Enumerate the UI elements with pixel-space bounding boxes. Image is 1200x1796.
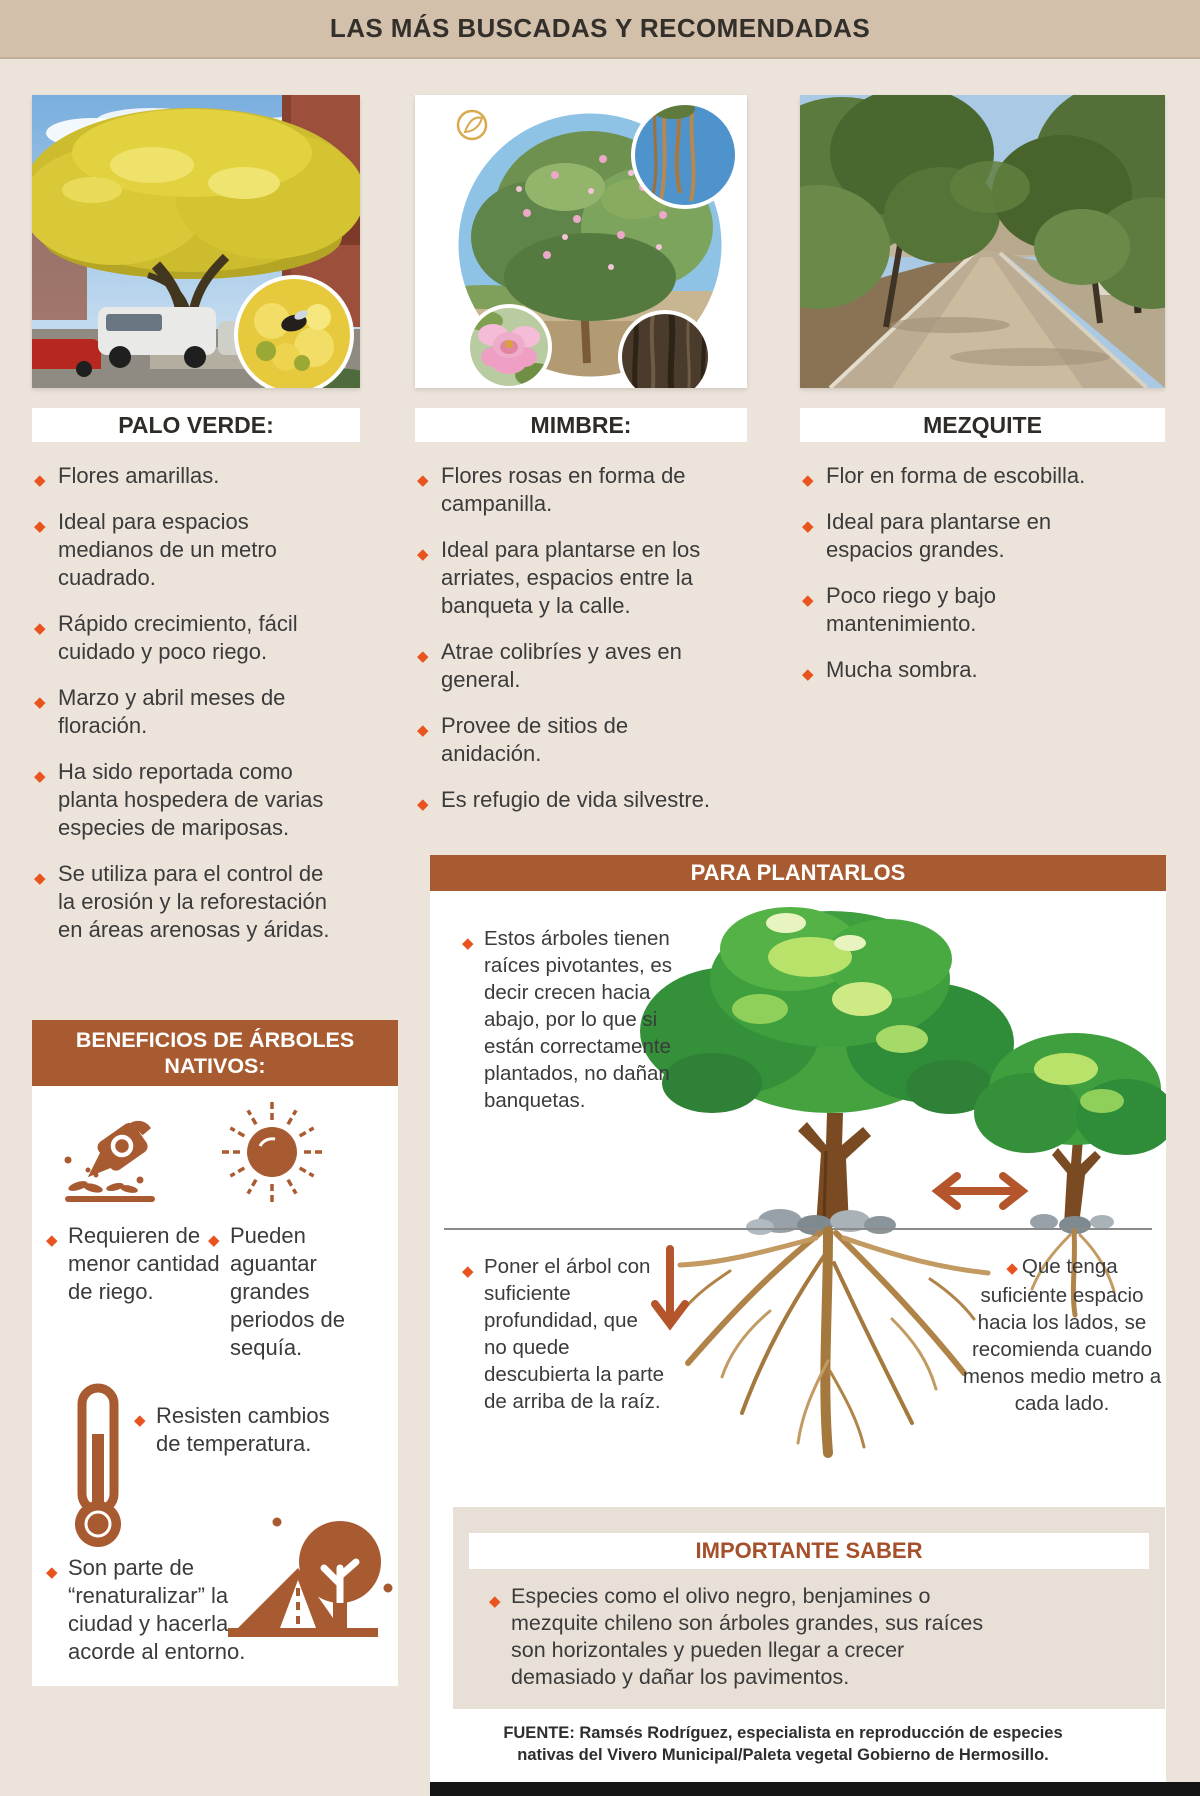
diamond-bullet-icon: ◆ [802,592,814,609]
planting-panel [430,891,1166,1782]
list-item: ◆ Mucha sombra. [802,656,1132,684]
diamond-bullet-icon: ◆ [802,666,814,683]
diamond-bullet-icon: ◆ [462,1263,474,1280]
mezquite-photo-graphic [800,95,1165,388]
diamond-bullet-icon: ◆ [46,1232,58,1249]
list-item: ◆ Se utiliza para el control de la erosión y la reforestación en áreas arenosas y áridas. [34,861,330,942]
mezquite-bullet-list [802,462,1132,702]
important-title: IMPORTANTE SABER [695,1538,923,1563]
planting-note-depth: ◆ Poner el árbol con suficiente profundidad, que no quede descubierta la parte de arriba de la raíz. [462,1255,665,1413]
diamond-bullet-icon: ◆ [417,722,429,739]
diamond-bullet-icon: ◆ [34,870,46,887]
diamond-bullet-icon: ◆ [417,648,429,665]
benefits-header [32,1020,398,1086]
title-band [0,0,1200,59]
diamond-bullet-icon: ◆ [417,796,429,813]
planting-title: PARA PLANTARLOS [690,860,906,885]
sun-icon [212,1092,332,1212]
benefits-title: BENEFICIOS DE ÁRBOLES NATIVOS: [75,1028,355,1078]
diamond-bullet-icon: ◆ [46,1564,58,1581]
diamond-bullet-icon: ◆ [802,518,814,535]
diamond-bullet-icon: ◆ [802,472,814,489]
important-header [469,1533,1149,1569]
diamond-bullet-icon: ◆ [489,1593,501,1610]
source-credit: FUENTE: Ramsés Rodríguez, especialista en reproducción de especies nativas del Vivero Municipal/Paleta vegetal Gobierno de Hermosillo. [503,1724,1063,1764]
list-item: ◆ Atrae colibríes y aves en general. [417,639,682,692]
diamond-bullet-icon: ◆ [208,1232,220,1249]
diamond-bullet-icon: ◆ [34,472,46,489]
benefit-item-temperatura: ◆ Resisten cambios de temperatura. [134,1403,330,1456]
list-item: ◆ Ha sido reportada como planta hospedera de varias especies de mariposas. [34,759,324,840]
list-item: ◆ Flores rosas en forma de campanilla. [417,463,686,516]
mimbre-photo-card [415,95,747,388]
yellow-flower-inset [236,277,352,388]
benefits-panel [32,1086,398,1686]
mimbre-photo-graphic [415,95,747,388]
list-item: ◆ Ideal para plantarse en espacios grandes. [802,509,1052,562]
diamond-bullet-icon: ◆ [417,472,429,489]
diamond-bullet-icon: ◆ [34,768,46,785]
list-item: ◆ Poco riego y bajo mantenimiento. [802,583,996,636]
mimbre-bullet-list [417,462,733,832]
mimbre-header [415,408,747,442]
benefit-item-riego: ◆ Requieren de menor cantidad de riego. [46,1223,220,1304]
list-item: ◆ Ideal para espacios medianos de un metro cuadrado. [34,509,277,590]
diamond-bullet-icon: ◆ [34,518,46,535]
page-title: LAS MÁS BUSCADAS Y RECOMENDADAS [329,13,871,43]
planting-header [430,855,1166,891]
palo-verde-header [32,408,360,442]
palo-verde-title: PALO VERDE: [118,411,274,438]
list-item: ◆ Ideal para plantarse en los arriates, espacios entre la banqueta y la calle. [417,537,701,618]
mezquite-photo [800,95,1165,388]
planting-note-roots: ◆ Estos árboles tienen raíces pivotantes, es decir crecen hacia abajo, por lo que si están correctamente plantados, no dañan banquetas. [462,927,673,1112]
important-note: ◆ Especies como el olivo negro, benjamines o mezquite chileno son árboles grandes, sus raíces son horizontales y pueden llegar a crecer demasiado y dañar los pavimentos. [489,1584,984,1689]
list-item: ◆ Marzo y abril meses de floración. [34,685,286,738]
list-item: ◆ Flor en forma de escobilla. [802,462,1132,490]
list-item: ◆ Es refugio de vida silvestre. [417,786,733,814]
bottom-bar [430,1782,1200,1796]
mimbre-title: MIMBRE: [530,411,632,438]
list-item: ◆ Rápido crecimiento, fácil cuidado y poco riego. [34,611,298,664]
palo-verde-photo [32,95,360,388]
list-item: ◆ Flores amarillas. [34,462,346,490]
benefit-item-renaturalizar: ◆ Son parte de “renaturalizar” la ciudad y hacerla acorde al entorno. [46,1555,246,1664]
palo-verde-bullet-list [34,462,346,962]
important-box [453,1507,1165,1709]
mezquite-title: MEZQUITE [923,411,1042,438]
spacing-arrow-icon [938,1176,1022,1206]
diamond-bullet-icon: ◆ [34,694,46,711]
planting-note-spacing: ◆ Que tenga suficiente espacio hacia los lados, se recomienda cuando menos medio metro a cada lado. [962,1255,1162,1415]
diamond-bullet-icon: ◆ [1006,1260,1018,1277]
diamond-bullet-icon: ◆ [462,935,474,952]
palo-verde-photo-graphic [32,95,360,388]
diamond-bullet-icon: ◆ [34,620,46,637]
list-item: ◆ Provee de sitios de anidación. [417,713,629,766]
thermometer-icon [68,1382,128,1552]
diamond-bullet-icon: ◆ [417,546,429,563]
benefit-item-sequia: ◆ Pueden aguantar grandes periodos de sequía. [208,1223,345,1360]
diamond-bullet-icon: ◆ [134,1412,146,1429]
watering-can-icon [60,1108,170,1208]
mezquite-header [800,408,1165,442]
